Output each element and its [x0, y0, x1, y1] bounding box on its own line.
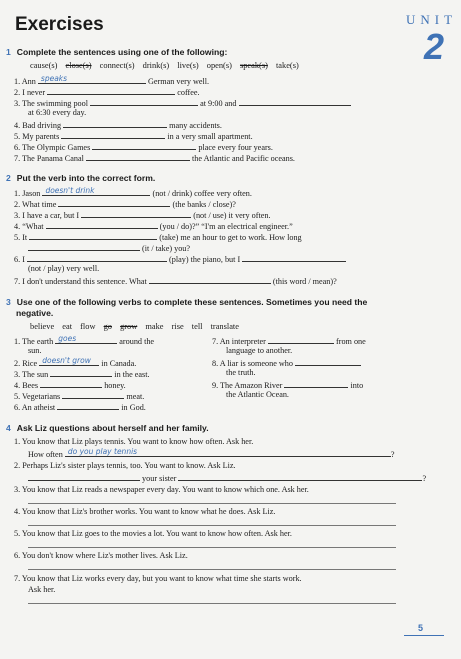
exercise-4-item: 7. You know that Liz works every day, but you want to know what time she starts work.	[14, 574, 302, 583]
word-bank-item: connect(s)	[99, 61, 135, 70]
exercise-2-item: 7. I don't understand this sentence. What (this word / mean)?	[14, 277, 337, 286]
exercise-4-number: 4	[6, 423, 11, 433]
exercise-3-item: 7. An interpreter from one	[212, 337, 366, 346]
handwritten-answer: doesn't grow	[42, 356, 91, 365]
exercise-3-item: 8. A liar is someone who	[212, 357, 361, 369]
answer-line[interactable]	[28, 603, 396, 604]
exercise-1-item-continuation: at 6:30 every day.	[28, 108, 87, 117]
exercise-1-item: 7. The Panama Canal the Atlantic and Pacific oceans.	[14, 154, 295, 163]
handwritten-answer: doesn't drink	[45, 186, 95, 195]
answer-blank[interactable]	[295, 357, 361, 366]
answer-line[interactable]	[28, 569, 396, 570]
exercise-2-item: 2. What time (the banks / close)?	[14, 200, 236, 209]
answer-blank[interactable]	[55, 335, 117, 344]
exercise-2-item: 1. Jason doesn't drink (not / drink) coffee very often.	[14, 186, 252, 198]
page-number: 5	[418, 623, 424, 633]
answer-blank[interactable]	[239, 97, 351, 106]
answer-blank[interactable]	[61, 130, 165, 139]
exercise-3-item: 5. Vegetarians meat.	[14, 392, 145, 401]
exercise-2-heading	[6, 173, 155, 183]
handwritten-answer: do you play tennis	[67, 447, 138, 456]
answer-blank[interactable]	[178, 472, 422, 481]
exercise-2-item-continuation: (it / take) you?	[28, 242, 190, 254]
word-bank-item: close(s)	[65, 61, 92, 70]
word-bank-item: tell	[191, 322, 203, 331]
answer-blank[interactable]	[40, 379, 102, 388]
word-bank-item: take(s)	[275, 61, 299, 70]
exercise-3-word-bank	[30, 322, 245, 331]
exercise-3-number: 3	[6, 297, 11, 307]
word-bank-item: believe	[30, 322, 55, 331]
answer-line[interactable]	[28, 525, 396, 526]
handwritten-answer: speaks	[40, 74, 68, 83]
exercise-4-item: 5. You know that Liz goes to the movies a lot. You want to know how often. Ask her.	[14, 529, 292, 538]
page-number-rule	[404, 635, 444, 636]
answer-blank[interactable]	[50, 368, 112, 377]
answer-blank[interactable]	[65, 448, 391, 457]
exercise-4-heading	[6, 423, 209, 433]
answer-line[interactable]	[28, 503, 396, 504]
exercise-4-answer-line: your sister ?	[28, 472, 426, 484]
exercise-2-item: 6. I (play) the piano, but I	[14, 253, 346, 265]
word-bank-item: make	[145, 322, 164, 331]
exercise-4-item: 4. You know that Liz's brother works. You want to know what he does. Ask Liz.	[14, 507, 276, 516]
exercise-3-item: 9. The Amazon River into	[212, 381, 364, 390]
word-bank-item: live(s)	[177, 61, 199, 70]
exercise-1-item: 2. I never coffee.	[14, 88, 200, 97]
exercise-1-item: 5. My parents in a very small apartment.	[14, 132, 253, 141]
answer-blank[interactable]	[29, 231, 157, 240]
exercise-4-instruction: Ask Liz questions about herself and her family.	[16, 423, 209, 433]
handwritten-answer: goes	[58, 334, 77, 343]
page-title: Exercises	[15, 14, 104, 35]
answer-blank[interactable]	[57, 401, 119, 410]
answer-blank[interactable]	[268, 335, 334, 344]
exercise-3-item: 4. Bees honey.	[14, 381, 126, 390]
exercise-4-item: 3. You know that Liz reads a newspaper every day. You want to know which one. Ask her.	[14, 485, 309, 494]
word-bank-item: eat	[62, 322, 73, 331]
exercise-2-number: 2	[6, 173, 11, 183]
exercise-3-item: 2. Rice doesn't grow in Canada.	[14, 356, 137, 368]
exercise-4-item: 1. You know that Liz plays tennis. You want to know how often. Ask her.	[14, 437, 254, 446]
exercise-2-item-continuation: (not / play) very well.	[28, 264, 100, 273]
answer-blank[interactable]	[28, 242, 140, 251]
answer-blank[interactable]	[62, 390, 124, 399]
exercise-2-item: 3. I have a car, but I (not / use) it very often.	[14, 211, 271, 220]
exercise-3-instruction-continuation: negative.	[16, 308, 54, 318]
exercise-4-item: 6. You don't know where Liz's mother lives. Ask Liz.	[14, 551, 188, 560]
unit-number: 2	[424, 26, 445, 67]
answer-blank[interactable]	[46, 220, 158, 229]
word-bank-item: open(s)	[206, 61, 232, 70]
exercise-3-item-continuation: the truth.	[226, 368, 256, 377]
word-bank-item: drink(s)	[142, 61, 170, 70]
exercise-4-answer-line: How often do you play tennis ?	[28, 447, 395, 459]
answer-blank[interactable]	[28, 472, 140, 481]
word-bank-item: translate	[210, 322, 239, 331]
exercise-3-item-continuation: language to another.	[226, 346, 293, 355]
answer-blank[interactable]	[27, 253, 167, 262]
exercise-1-item: 4. Bad driving many accidents.	[14, 121, 222, 130]
answer-blank[interactable]	[90, 97, 198, 106]
answer-line[interactable]	[28, 547, 396, 548]
exercise-3-item: 6. An atheist in God.	[14, 403, 146, 412]
answer-blank[interactable]	[284, 379, 348, 388]
answer-blank[interactable]	[242, 253, 346, 262]
answer-blank[interactable]	[81, 209, 191, 218]
exercise-4-item-continuation: Ask her.	[28, 585, 56, 594]
exercise-3-item-continuation: sun.	[28, 346, 42, 355]
exercise-3-item: 1. The earth goes around the	[14, 334, 155, 346]
word-bank-item: go	[103, 322, 112, 331]
exercise-1-item: 3. The swimming pool at 9:00 and	[14, 97, 351, 109]
answer-blank[interactable]	[92, 141, 196, 150]
unit-label: UNIT	[406, 12, 458, 27]
exercise-4-item: 2. Perhaps Liz's sister plays tennis, too. You want to know. Ask Liz.	[14, 461, 236, 470]
exercise-1-heading	[6, 47, 227, 57]
exercise-1-instruction: Complete the sentences using one of the following:	[16, 47, 228, 57]
answer-blank[interactable]	[86, 152, 190, 161]
exercise-3-item-continuation: the Atlantic Ocean.	[226, 390, 289, 399]
answer-blank[interactable]	[47, 86, 175, 95]
word-bank-item: cause(s)	[30, 61, 58, 70]
answer-blank[interactable]	[63, 119, 167, 128]
exercise-3-instruction: Use one of the following verbs to complete these sentences. Sometimes you need the	[16, 297, 368, 307]
exercise-3-heading	[6, 297, 367, 307]
exercise-2-item: 5. It (take) me an hour to get to work. How long	[14, 233, 302, 242]
exercise-1-item: 6. The Olympic Games place every four years.	[14, 143, 273, 152]
answer-blank[interactable]	[39, 357, 99, 366]
answer-blank[interactable]	[58, 198, 170, 207]
exercise-1-item: 1. Ann speaks German very well.	[14, 74, 210, 86]
word-bank-item: rise	[171, 322, 184, 331]
answer-blank[interactable]	[149, 275, 271, 284]
exercise-1-number: 1	[6, 47, 11, 57]
exercise-1-word-bank	[30, 61, 305, 70]
word-bank-item: grow	[120, 322, 138, 331]
word-bank-item: speak(s)	[239, 61, 268, 70]
exercise-3-item: 3. The sun in the east.	[14, 370, 150, 379]
word-bank-item: flow	[80, 322, 96, 331]
exercise-2-item: 4. “What (you / do)?” “I'm an electrical engineer.”	[14, 222, 293, 231]
answer-blank[interactable]	[42, 187, 150, 196]
exercise-2-instruction: Put the verb into the correct form.	[16, 173, 156, 183]
answer-blank[interactable]	[38, 75, 146, 84]
